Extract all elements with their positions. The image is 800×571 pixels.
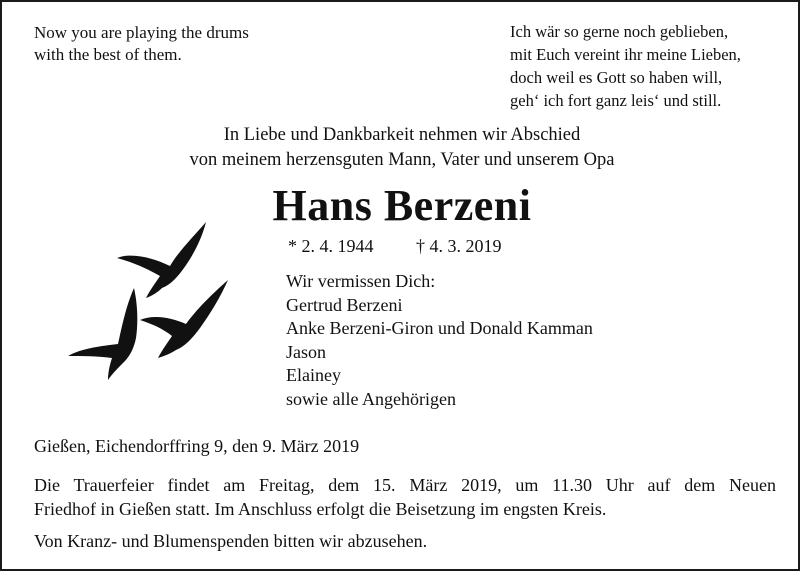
- intro-line: In Liebe und Dankbarkeit nehmen wir Abschied: [223, 125, 581, 145]
- mourner-name: Anke Berzeni-Giron und Donald Kamman: [286, 318, 593, 338]
- farewell-intro: [2, 123, 800, 173]
- flowers-note: Von Kranz- und Blumenspenden bitten wir abzusehen.: [34, 531, 428, 551]
- poem-line: Ich wär so gerne noch geblieben,: [510, 22, 729, 41]
- death-date: † 4. 3. 2019: [416, 236, 502, 256]
- place-and-date: Gießen, Eichendorffring 9, den 9. März 2019: [34, 436, 360, 456]
- english-quote: [34, 22, 249, 66]
- mourner-name: Gertrud Berzeni: [286, 294, 403, 315]
- birth-date: * 2. 4. 1944: [288, 236, 374, 256]
- mourners-list: [286, 270, 593, 411]
- quote-left-line: Now you are playing the drums: [34, 23, 249, 42]
- poem-line: mit Euch vereint ihr meine Lieben,: [510, 45, 741, 64]
- mourner-relatives: sowie alle Angehörigen: [286, 388, 456, 409]
- poem-line: doch weil es Gott so haben will,: [510, 68, 723, 87]
- deceased-name: Hans Berzeni: [272, 181, 532, 230]
- bird-shape: [117, 222, 206, 298]
- mourners-heading: Wir vermissen Dich:: [286, 271, 436, 291]
- quote-left-line: with the best of them.: [34, 45, 182, 64]
- funeral-details: [34, 473, 776, 521]
- german-poem: [510, 20, 741, 112]
- bird-shape: [68, 288, 137, 380]
- intro-line: von meinem herzensguten Mann, Vater und unserem Opa: [189, 150, 615, 170]
- poem-line: geh‘ ich fort ganz leis‘ und still.: [510, 91, 722, 110]
- funeral-line: Friedhof in Gießen statt. Im Anschluss erfolgt die Beisetzung im engsten Kreis.: [34, 499, 607, 519]
- mourner-name: Elainey: [286, 365, 341, 385]
- flying-birds-icon: [62, 214, 242, 389]
- funeral-line: Die Trauerfeier findet am Freitag, dem 15. März 2019, um 11.30 Uhr auf dem Neuen: [34, 475, 776, 495]
- mourner-name: Jason: [286, 341, 326, 362]
